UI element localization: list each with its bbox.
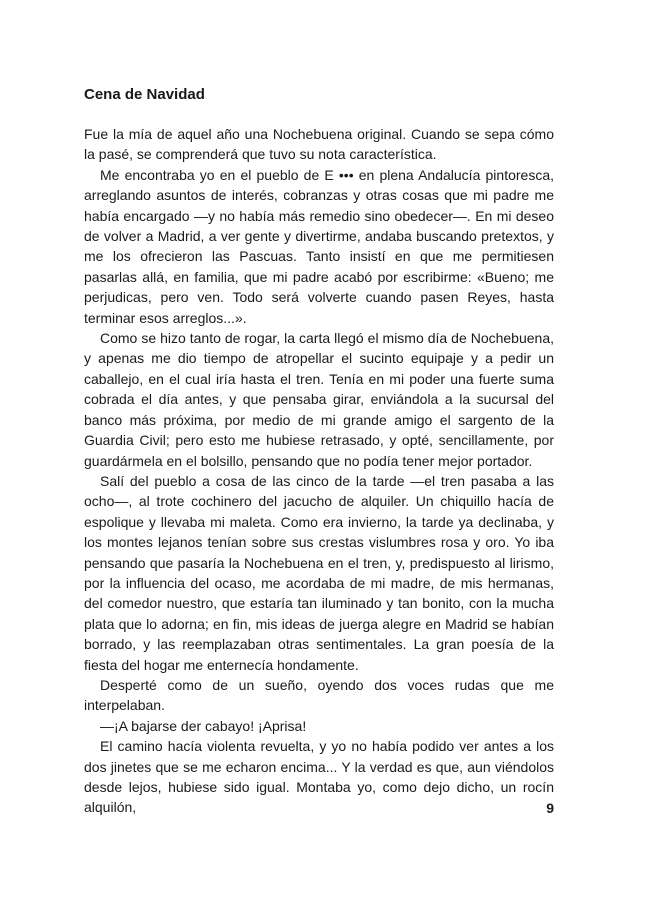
- chapter-body: [84, 124, 554, 818]
- paragraph: Salí del pueblo a cosa de las cinco de la tarde —el tren pasaba a las ocho—, al trote cochinero del jacucho de alquiler. Un chiquillo hacía de espolique y llevaba mi maleta. Como era invierno, la tarde ya declinaba, y los montes lejanos tenían sobre sus crestas vislumbres rosa y oro. Yo iba pensando que pasaría la Nochebuena en el tren, y, predispuesto al lirismo, por la influencia del ocaso, me acordaba de mi madre, de mis hermanas, del comedor nuestro, que estaría tan iluminado y tan bonito, con la mucha plata que lo adorna; en fin, mis ideas de juerga alegre en Madrid se habían borrado, y las reemplazaban otras sentimentales. La gran poesía de la fiesta del hogar me enternecía hondamente.: [84, 472, 554, 673]
- paragraph: Como se hizo tanto de rogar, la carta llegó el mismo día de Nochebuena, y apenas me dio tiempo de atropellar el sucinto equipaje y a pedir un caballejo, en el cual iría hasta el tren. Tenía en mi poder una fuerte suma cobrada el día antes, y que pensaba girar, enviándola a la sucursal del banco más próxima, por medio de mi grande amigo el sargento de la Guardia Civil; pero esto me hubiese retrasado, y opté, sencillamente, por guardármela en el bolsillo, pensando que no podía tener mejor portador.: [84, 330, 554, 469]
- paragraph: Me encontraba yo en el pueblo de E ••• en plena Andalucía pintoresca, arreglando asuntos de interés, cobranzas y otras cosas que mi padre me había encargado —y no había más remedio sino obedecer—. En mi deseo de volver a Madrid, a ver gente y divertirme, andaba buscando pretextos, y me los ofrecieron las Pascuas. Tanto insistí en que me permitiesen pasarlas allá, en familia, que mi padre acabó por escribirme: «Bueno; me perjudicas, pero ven. Todo será volverte cuando pasen Reyes, hasta terminar esos arreglos...».: [84, 166, 554, 326]
- chapter-title: Cena de Navidad: [84, 86, 205, 103]
- page-number: 9: [546, 800, 554, 816]
- paragraph: El camino hacía violenta revuelta, y yo no había podido ver antes a los dos jinetes que se me echaron encima... Y la verdad es que, aun viéndolos desde lejos, hubiese sido igual. Montaba yo, como dejo dicho, un rocín alquilón,: [84, 738, 554, 816]
- paragraph: —¡A bajarse der cabayo! ¡Aprisa!: [100, 717, 307, 734]
- paragraph: Fue la mía de aquel año una Nochebuena original. Cuando se sepa cómo la pasé, se comprenderá que tuvo su nota característica.: [84, 126, 554, 163]
- paragraph: Desperté como de un sueño, oyendo dos voces rudas que me interpelaban.: [84, 676, 554, 714]
